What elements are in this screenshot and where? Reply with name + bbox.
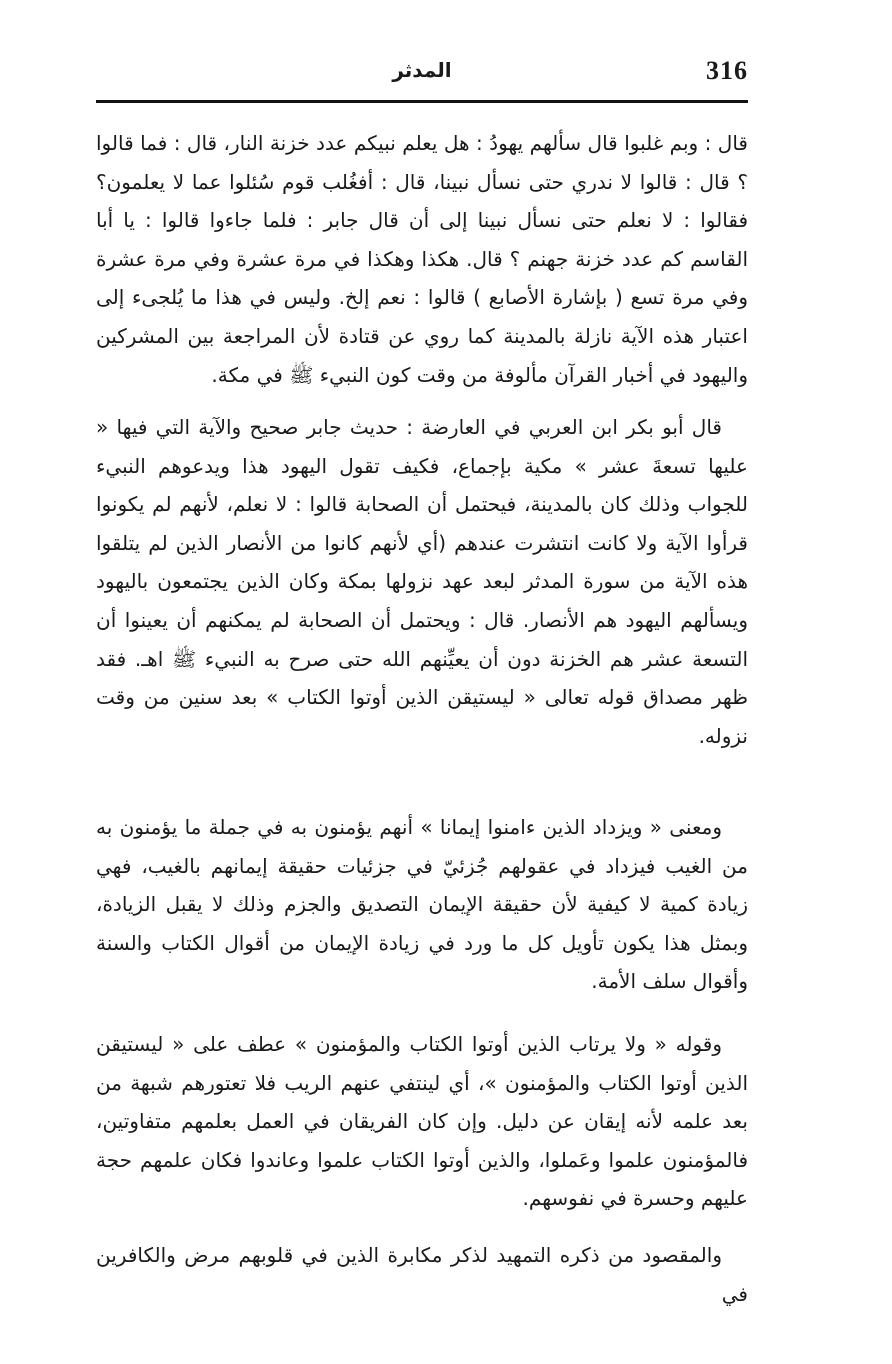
page-header <box>96 52 748 92</box>
paragraph-5: والمقصود من ذكره التمهيد لذكر مكابرة الذين في قلوبهم مرض والكافرين في <box>96 1243 748 1306</box>
paragraph-3: ومعنى « ويزداد الذين ءامنوا إيمانا » أنهم يؤمنون به في جملة ما يؤمنون به من الغيب فيزداد في عقولهم جُزئيّ في جزئيات حقيقة إيمانهم بالغيب، فهي زيادة كمية لا كيفية لأن حقيقة الإيمان التصديق والجزم وذلك لا يقبل الزيادة، وبمثل هذا يكون تأويل كل ما ورد في زيادة الإيمان من أقوال الكتاب والسنة وأقوال سلف الأمة. <box>96 815 748 994</box>
paragraph-4: وقوله « ولا يرتاب الذين أوتوا الكتاب والمؤمنون » عطف على « ليستيقن الذين أوتوا الكتاب والمؤمنون »، أي لينتفي عنهم الريب فلا تعتورهم شبهة من بعد علمه لأنه إيقان عن دليل. وإن كان الفريقان في العمل بعلمهم متفاوتين، فالمؤمنون علموا وعَملوا، والذين أوتوا الكتاب علموا وعاندوا فكان علمهم حجة عليهم وحسرة في نفوسهم. <box>96 1032 748 1211</box>
paragraph-1: قال : وبم غلبوا قال سألهم يهودُ : هل يعلم نبيكم عدد خزنة النار، قال : فما قالوا ؟ قال : قالوا لا ندري حتى نسأل نبينا، قال : أفغُلب قوم سُئلوا عما لا يعلمون؟فقالوا : لا نعلم حتى نسأل نبينا إلى أن قال جابر : فلما جاءوا قالوا : يا أبا القاسم كم عدد خزنة جهنم ؟ قال. هكذا وهكذا في مرة عشرة وفي مرة عشرة وفي مرة تسع ( بإشارة الأصابع ) قالوا : نعم إلخ. وليس في هذا ما يُلجىء إلى اعتبار هذه الآية نازلة بالمدينة كما روي عن قتادة لأن المراجعة بين المشركين واليهود في أخبار القرآن مألوفة من وقت كون النبيء ﷺ في مكة. <box>96 131 748 387</box>
header-rule <box>96 100 748 103</box>
paragraph-2: قال أبو بكر ابن العربي في العارضة : حديث جابر صحيح والآية التي فيها « عليها تسعةَ عشر » مكية بإجماع، فكيف تقول اليهود هذا ويدعوهم النبيء للجواب وذلك كان بالمدينة، فيحتمل أن الصحابة قالوا : لا نعلم، لأنهم لم يكونوا قرأوا الآية ولا كانت انتشرت عندهم (أي لأنهم كانوا من الأنصار الذين لم يتلقوا هذه الآية من سورة المدثر لبعد عهد نزولها بمكة وكان الذين يجتمعون باليهود ويسألهم اليهود هم الأنصار. قال : ويحتمل أن الصحابة لم يمكنهم أن يعينوا أن التسعة عشر هم الخزنة دون أن يعيِّنهم الله حتى صرح به النبيء ﷺ اهـ. فقد ظهر مصداق قوله تعالى « ليستيقن الذين أوتوا الكتاب » بعد سنين من وقت نزوله. <box>96 415 748 748</box>
running-title: المدثر <box>392 58 452 82</box>
body-text <box>96 124 748 1313</box>
page-number: 316 <box>706 56 748 85</box>
